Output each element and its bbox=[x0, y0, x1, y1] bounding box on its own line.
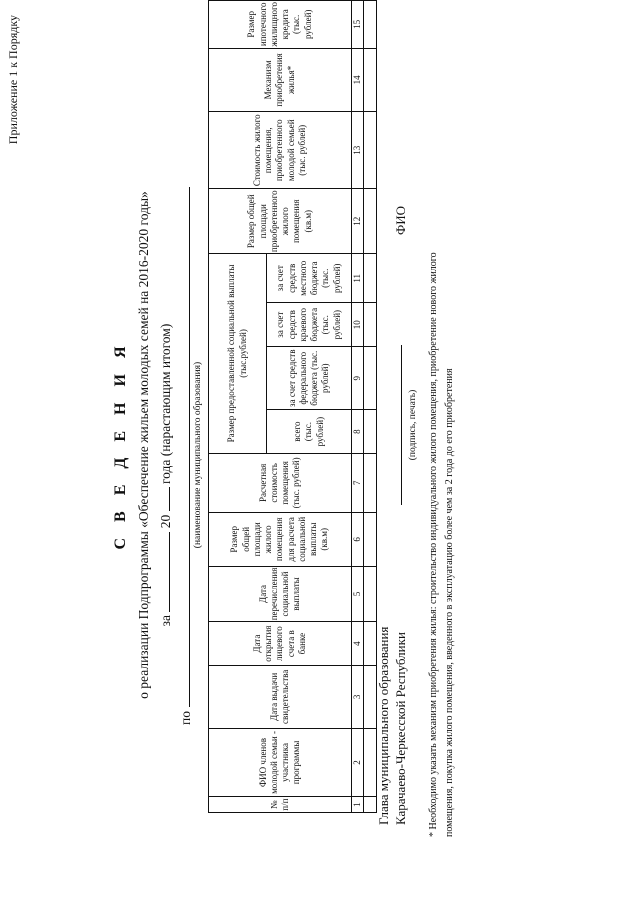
signature-line bbox=[400, 345, 402, 505]
report-table bbox=[208, 0, 377, 813]
period-line bbox=[157, 235, 174, 715]
municipality-blank bbox=[177, 187, 190, 707]
document-title: С В Е Д Е Н И Я bbox=[112, 340, 129, 550]
table-cell bbox=[364, 566, 377, 622]
table-row bbox=[364, 1, 377, 813]
column-number: 10 bbox=[352, 303, 364, 347]
col-header-calc-area: Размер общей площади жилого помещения для расчета социальной выплаты (кв.м) bbox=[209, 512, 352, 566]
municipality-line bbox=[177, 165, 194, 725]
signature-caption: (подпись, печать) bbox=[408, 389, 418, 461]
column-number: 2 bbox=[352, 728, 364, 797]
appendix-label: Приложение 1 к Порядку bbox=[6, 15, 20, 145]
column-number: 5 bbox=[352, 566, 364, 622]
column-numbers-row bbox=[352, 1, 364, 813]
column-number: 12 bbox=[352, 189, 364, 254]
subcol-header-federal: за счет средств федерального бюджета (тыс. рублей) bbox=[267, 346, 352, 410]
for-label: по bbox=[178, 711, 193, 725]
period-prefix: за bbox=[158, 615, 173, 627]
official-title-line2: Карачаево-Черкесской Республики bbox=[393, 632, 408, 825]
column-number: 9 bbox=[352, 346, 364, 410]
column-number: 7 bbox=[352, 453, 364, 512]
table-cell bbox=[364, 1, 377, 49]
column-number: 1 bbox=[352, 797, 364, 813]
column-number: 11 bbox=[352, 254, 364, 303]
table-cell bbox=[364, 303, 377, 347]
period-suffix: года (нарастающим итогом) bbox=[158, 323, 173, 485]
col-header-acquired-cost: Стоимость жилого помещения, приобретенного молодой семьей (тыс. рублей) bbox=[209, 112, 352, 189]
col-header-calc-cost: Расчетная стоимость помещения (тыс. рублей) bbox=[209, 453, 352, 512]
col-header-payment-size: Размер предоставленной социальной выплаты (тыс.рублей) bbox=[209, 254, 267, 454]
municipality-caption: (наименование муниципального образования) bbox=[193, 361, 203, 549]
subcol-header-regional: за счет средств краевого бюджета (тыс. рублей) bbox=[267, 303, 352, 347]
table-cell bbox=[364, 410, 377, 453]
col-header-certificate-date: Дата выдачи свидетельства bbox=[209, 666, 352, 729]
table-cell bbox=[364, 112, 377, 189]
col-header-mortgage: Размер ипотечного жилищного кредита (тыс. рублей) bbox=[209, 1, 352, 49]
table-cell bbox=[364, 346, 377, 410]
period-blank-month bbox=[157, 532, 170, 612]
official-title-line1: Глава муниципального образования bbox=[376, 626, 391, 825]
footnote-line1: * Необходимо указать механизм приобретения жилья: строительство индивидуального жилого помещения, приобретение нового жилого bbox=[428, 252, 439, 837]
period-year: 20 bbox=[158, 514, 173, 529]
table-cell bbox=[364, 254, 377, 303]
footnote-line2: помещения, покупка жилого помещения, введенного в эксплуатацию более чем за 2 года до его приобретения bbox=[444, 368, 455, 837]
col-header-account-date: Дата открытия лицевого счета в банке bbox=[209, 622, 352, 666]
table-cell bbox=[364, 512, 377, 566]
subcol-header-total: всего (тыс. рублей) bbox=[267, 410, 352, 453]
period-blank-year bbox=[157, 487, 170, 511]
col-header-acquired-area: Размер общей площади приобретенного жилого помещения (кв.м) bbox=[209, 189, 352, 254]
official-fio: ФИО bbox=[393, 205, 408, 235]
col-header-family-name: ФИО членов молодой семьи - участника программы bbox=[209, 728, 352, 797]
column-number: 8 bbox=[352, 410, 364, 453]
table-cell bbox=[364, 453, 377, 512]
table-cell bbox=[364, 797, 377, 813]
column-number: 6 bbox=[352, 512, 364, 566]
subcol-header-local: за счет средств местного бюджета (тыс. рублей) bbox=[267, 254, 352, 303]
column-number: 15 bbox=[352, 1, 364, 49]
document-subtitle: о реализации Подпрограммы «Обеспечение жильем молодых семей на 2016-2020 годы» bbox=[136, 191, 151, 699]
table-cell bbox=[364, 622, 377, 666]
column-number: 13 bbox=[352, 112, 364, 189]
col-header-number: № п/п bbox=[209, 797, 352, 813]
col-header-transfer-date: Дата перечисления социальной выплаты bbox=[209, 566, 352, 622]
table-cell bbox=[364, 728, 377, 797]
table-cell bbox=[364, 666, 377, 729]
table-cell bbox=[364, 48, 377, 112]
column-number: 14 bbox=[352, 48, 364, 112]
column-number: 4 bbox=[352, 622, 364, 666]
table-cell bbox=[364, 189, 377, 254]
col-header-mechanism: Механизм приобретения жилья* bbox=[209, 48, 352, 112]
column-number: 3 bbox=[352, 666, 364, 729]
